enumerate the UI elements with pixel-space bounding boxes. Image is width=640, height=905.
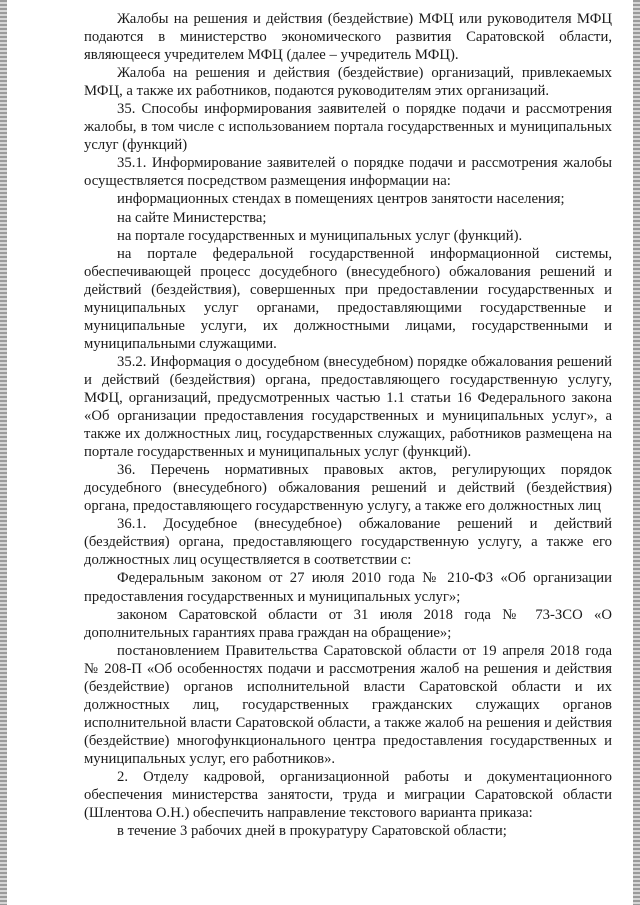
list-item-stands: информационных стендах в помещениях центров занятости населения; [117, 191, 565, 208]
list-item-prosecutor: в течение 3 рабочих дней в прокуратуру Саратовской области; [117, 823, 507, 840]
heading-36: 36. Перечень нормативных правовых актов, регулирующих порядок досудебного (внесудебного) обжалования решений и действий (бездействия) органа, предоставляющего государственную услугу, а также его должностных лиц [84, 462, 612, 515]
list-item-government-decree: постановлением Правительства Саратовской области от 19 апреля 2018 года № 208-П «Об особенностях подачи и рассмотрения жалоб на решения и действия (бездействие) органов исполнительной власти Саратовской области и их должностных лиц, государственных гражданских служащих органов исполнительной власти Саратовской области, а также жалоб на решения и действия (бездействие) многофункционального центра предоставления государственных и муниципальных услуг, его работников». [84, 642, 612, 767]
list-item-regional-law: законом Саратовской области от 31 июля 2018 года № 73-ЗСО «О дополнительных гарантиях права граждан на обращение»; [84, 606, 612, 641]
list-item-federal-law: Федеральным законом от 27 июля 2010 года № 210-ФЗ «Об организации предоставления государственных и муниципальных услуг»; [84, 570, 612, 605]
heading-35: 35. Способы информирования заявителей о порядке подачи и рассмотрения жалобы, в том числе с использованием портала государственных и муниципальных услуг (функций) [84, 101, 612, 154]
paragraph-mfc-complaints: Жалобы на решения и действия (бездействие) МФЦ или руководителя МФЦ подаются в министерство экономического развития Саратовской области, являющееся учредителем МФЦ (далее – учредитель МФЦ). [84, 11, 612, 64]
paragraph-35-2: 35.2. Информация о досудебном (внесудебном) порядке обжалования решений и действий (бездействия) органа, предоставляющего государственную услугу, МФЦ, организаций, предусмотренных частью 1.1 статьи 16 Федерального закона «Об организации предоставления государственных и муниципальных услуг», а также их должностных лиц, государственных служащих, работников размещена на портале государственных и муниципальных услуг (функций). [84, 353, 612, 461]
page-scan-edge-right [633, 0, 640, 905]
paragraph-36-1: 36.1. Досудебное (внесудебное) обжалование решений и действий (бездействия) органа, предоставляющего государственную услугу, а также его должностных лиц осуществляется в соответствии с: [84, 516, 612, 569]
paragraph-2-order: 2. Отделу кадровой, организационной работы и документационного обеспечения министерства занятости, труда и миграции Саратовской области (Шлентова О.Н.) обеспечить направление текстового варианта приказа: [84, 768, 612, 822]
paragraph-org-complaints: Жалоба на решения и действия (бездействие) организаций, привлекаемых МФЦ, а также их работников, подаются руководителям этих организаций. [84, 65, 612, 100]
page-scan-edge-left [0, 0, 7, 905]
list-item-portal: на портале государственных и муниципальных услуг (функций). [117, 227, 523, 244]
list-item-ministry-site: на сайте Министерства; [117, 209, 267, 226]
paragraph-35-1: 35.1. Информирование заявителей о порядке подачи и рассмотрения жалобы осуществляется посредством размещения информации на: [84, 155, 612, 190]
document-page [84, 10, 612, 840]
list-item-federal-system: на портале федеральной государственной информационной системы, обеспечивающей процесс досудебного (внесудебного) обжалования решений и действий (бездействия), совершенных при предоставлении государственных и муниципальных услуг органами, предоставляющими государственные и муниципальные услуги, их должностными лицами, государственными и муниципальными служащими. [84, 245, 612, 352]
